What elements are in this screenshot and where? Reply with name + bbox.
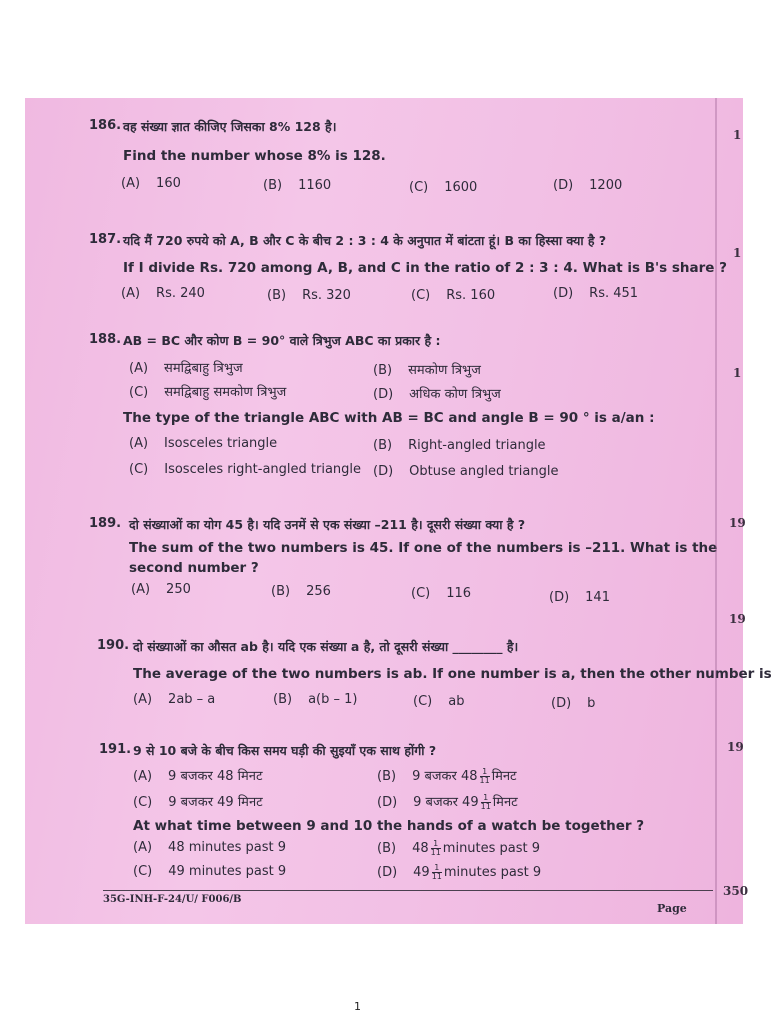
- option-c: (C) 49 minutes past 9: [133, 864, 287, 879]
- edge-mark: 19: [729, 516, 746, 530]
- option-d: (D) b: [551, 696, 596, 711]
- option-c: (C) Isosceles right-angled triangle: [129, 462, 362, 477]
- option-b: (B) 48 $\frac{1}{11}$ minutes past 9: [377, 839, 541, 857]
- page-label: Page: [657, 902, 687, 915]
- edge-mark: 1: [733, 246, 742, 260]
- option-d: (D) Rs. 451: [553, 286, 639, 301]
- option-a: (A) 250: [131, 582, 191, 597]
- question-number: 189.: [89, 516, 122, 531]
- question-english: At what time between 9 and 10 the hands of a watch be together ?: [133, 818, 645, 834]
- option-a: (A) 48 minutes past 9: [133, 840, 286, 855]
- question-hindi: दो संख्याओं का औसत ab है। यदि एक संख्या a है, तो दूसरी संख्या ________ है।: [133, 639, 519, 654]
- option-a: (A) Rs. 240: [121, 286, 205, 301]
- question-hindi: यदि मैं 720 रुपये को A, B और C के बीच 2 : 3 : 4 के अनुपात में बांटता हूं। B का हिस्सा क्या है ?: [123, 233, 607, 248]
- option-a: (A) Isosceles triangle: [129, 436, 278, 451]
- question-english: If I divide Rs. 720 among A, B, and C in the ratio of 2 : 3 : 4. What is B's share ?: [123, 260, 727, 276]
- option-b: (B) 256: [271, 584, 331, 599]
- option-d: (D) 1200: [553, 178, 623, 193]
- question-number: 191.: [99, 742, 132, 757]
- question-english: The sum of the two numbers is 45. If one of the numbers is –211. What is the second number ?: [129, 540, 718, 576]
- footer-divider: [103, 890, 713, 891]
- edge-mark: 1: [733, 366, 742, 380]
- question-number: 187.: [89, 232, 122, 247]
- question-hindi: AB = BC और कोण B = 90° वाले त्रिभुज ABC का प्रकार है :: [123, 333, 441, 348]
- booklet-code: 35G-INH-F-24/U/ F006/B: [103, 894, 242, 905]
- question-hindi: वह संख्या ज्ञात कीजिए जिसका 8% 128 है।: [123, 119, 337, 134]
- option-c: (C) 1600: [409, 180, 478, 195]
- hindi-option-d: (D) 9 बजकर 49 $\frac{1}{11}$ मिनट: [377, 793, 518, 811]
- hindi-option-b: (B) समकोण त्रिभुज: [373, 363, 481, 378]
- option-b: (B) Rs. 320: [267, 288, 351, 303]
- option-c: (C) ab: [413, 694, 465, 709]
- fraction: $\frac{1}{11}$: [430, 839, 441, 857]
- hindi-option-a: (A) समद्विबाहु त्रिभुज: [129, 361, 243, 376]
- fraction: $\frac{1}{11}$: [431, 863, 442, 881]
- edge-mark: 19: [729, 612, 746, 626]
- option-c: (C) 116: [411, 586, 472, 601]
- option-d: (D) Obtuse angled triangle: [373, 464, 559, 479]
- option-d: (D) 141: [549, 590, 610, 605]
- question-english: The type of the triangle ABC with AB = BC and angle B = 90 ° is a/an :: [123, 410, 655, 426]
- edge-mark: 350: [723, 884, 749, 898]
- option-c: (C) Rs. 160: [411, 288, 496, 303]
- question-number: 188.: [89, 332, 122, 347]
- fraction: $\frac{1}{11}$: [480, 793, 491, 811]
- question-sheet: [25, 98, 772, 924]
- hindi-option-c: (C) 9 बजकर 49 मिनट: [133, 795, 263, 810]
- question-english: The average of the two numbers is ab. If one number is a, then the other number is: [133, 666, 772, 682]
- fraction: $\frac{1}{11}$: [479, 767, 490, 785]
- option-d: (D) 49 $\frac{1}{11}$ minutes past 9: [377, 863, 542, 881]
- question-hindi: 9 से 10 बजे के बीच किस समय घड़ी की सुइयाँ एक साथ होंगी ?: [133, 743, 437, 758]
- option-b: (B) 1160: [263, 178, 332, 193]
- page-number: 1: [354, 1000, 361, 1013]
- edge-mark: 1: [733, 128, 742, 142]
- option-b: (B) Right-angled triangle: [373, 438, 546, 453]
- question-number: 190.: [97, 638, 130, 653]
- hindi-option-a: (A) 9 बजकर 48 मिनट: [133, 769, 263, 784]
- question-number: 186.: [89, 118, 122, 133]
- question-english: Find the number whose 8% is 128.: [123, 148, 386, 164]
- option-a: (A) 2ab – a: [133, 692, 216, 707]
- hindi-option-c: (C) समद्विबाहु समकोण त्रिभुज: [129, 385, 287, 400]
- edge-mark: 19: [727, 740, 744, 754]
- option-a: (A) 160: [121, 176, 181, 191]
- hindi-option-b: (B) 9 बजकर 48 $\frac{1}{11}$ मिनट: [377, 767, 517, 785]
- hindi-option-d: (D) अधिक कोण त्रिभुज: [373, 387, 501, 402]
- question-hindi: दो संख्याओं का योग 45 है। यदि उनमें से एक संख्या –211 है। दूसरी संख्या क्या है ?: [129, 517, 526, 532]
- option-b: (B) a(b – 1): [273, 692, 358, 707]
